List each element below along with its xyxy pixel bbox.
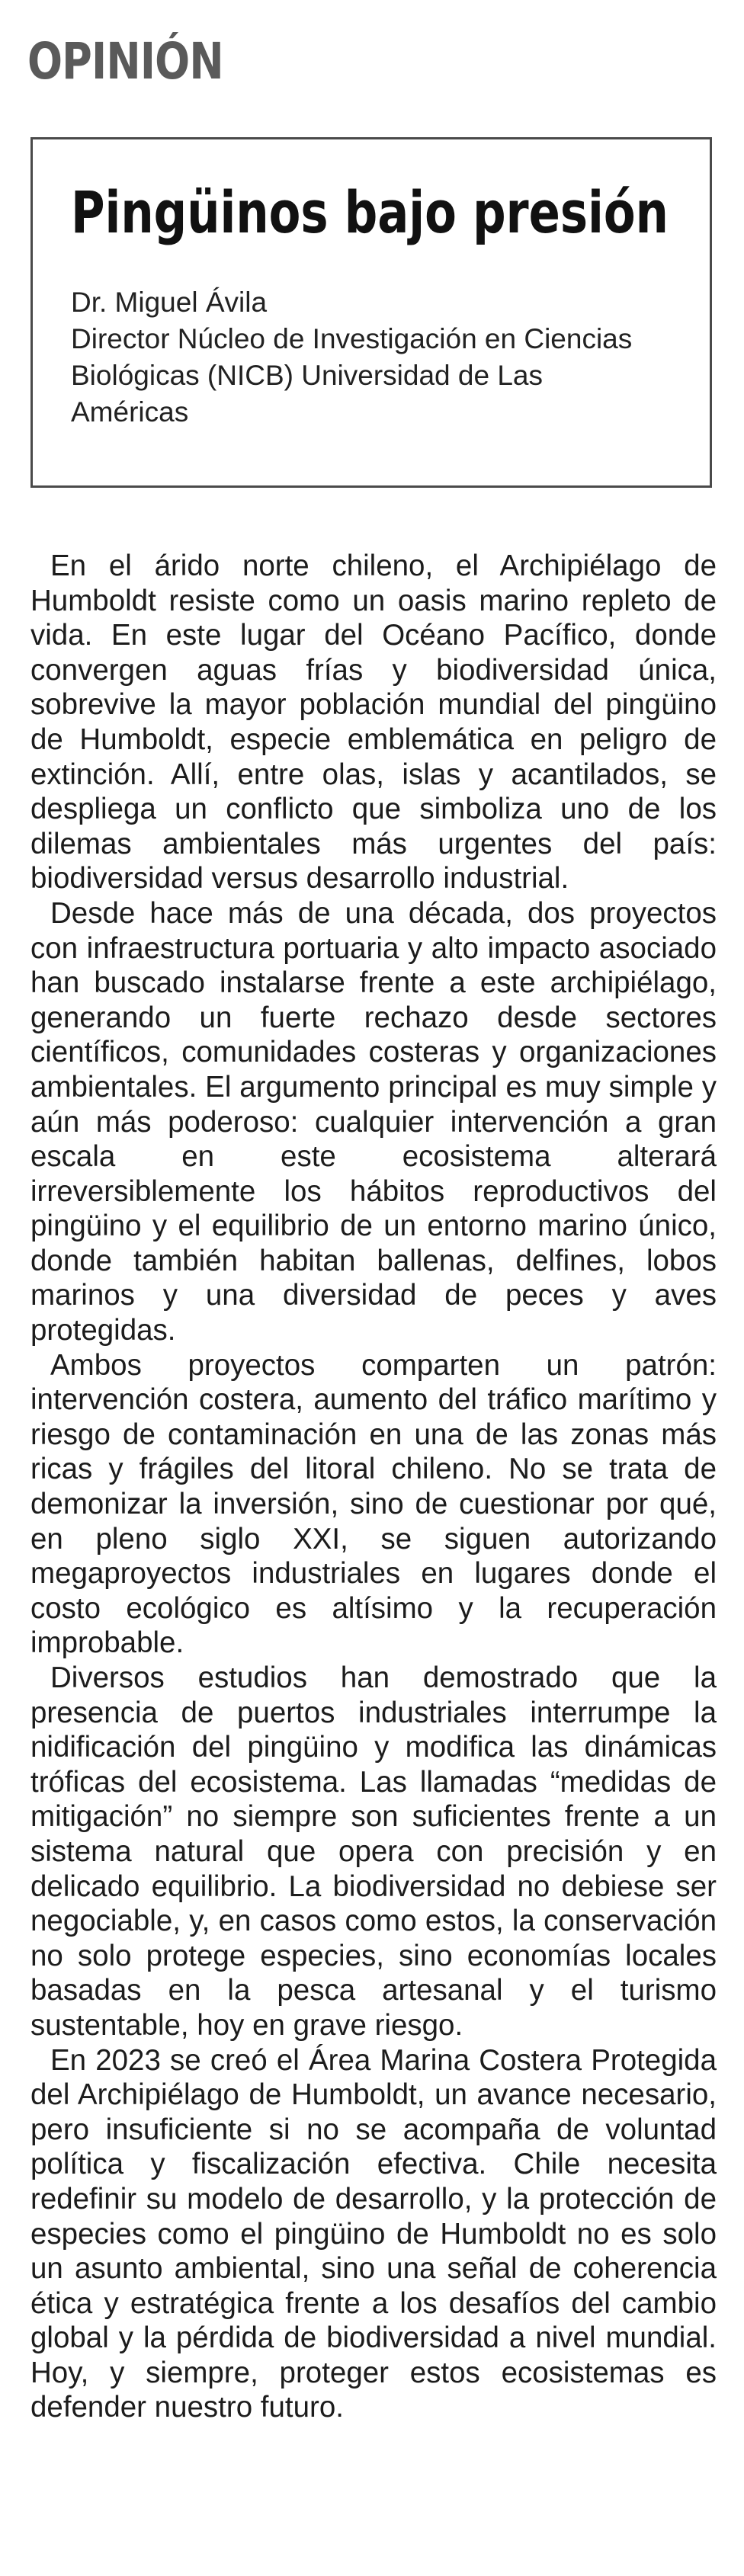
section-label: OPINIÓN — [27, 32, 223, 91]
paragraph: En el árido norte chileno, el Archipiélago de Humboldt resiste como un oasis marino repleto de vida. En este lugar del Océano Pacífico, donde convergen aguas frías y biodiversidad única, sobrevive la mayor población mundial del pingüino de Humboldt, especie emblemática en peligro de extinción. Allí, entre olas, islas y acantilados, se despliega un conflicto que simboliza uno de los dilemas ambientales más urgentes del país: biodiversidad versus desarrollo industrial. — [30, 549, 717, 896]
paragraph: En 2023 se creó el Área Marina Costera Protegida del Archipiélago de Humboldt, un avance necesario, pero insuficiente si no se acompaña de voluntad política y fiscalización efectiva. Chile necesita redefinir su modelo de desarrollo, y la protección de especies como el pingüino de Humboldt no es solo un asunto ambiental, sino una señal de coherencia ética y estratégica frente a los desafíos del cambio global y la pérdida de biodiversidad a nivel mundial. Hoy, y siempre, proteger estos ecosistemas es defender nuestro futuro. — [30, 2043, 717, 2424]
paragraph: Ambos proyectos comparten un patrón: intervención costera, aumento del tráfico marítimo y riesgo de contaminación en una de las zonas más ricas y frágiles del litoral chileno. No se trata de demonizar la inversión, sino de cuestionar por qué, en pleno siglo XXI, se siguen autorizando megaproyectos industriales en lugares donde el costo ecológico es altísimo y la recuperación improbable. — [30, 1348, 717, 1660]
article-title: Pingüinos bajo presión — [71, 178, 669, 246]
paragraph: Desde hace más de una década, dos proyectos con infraestructura portuaria y alto impacto asociado han buscado instalarse frente a este archipiélago, generando un fuerte rechazo desde sectores científicos, comunidades costeras y organizaciones ambientales. El argumento principal es muy simple y aún más poderoso: cualquier intervención a gran escala en este ecosistema alterará irreversiblemente los hábitos reproductivos del pingüino y el equilibrio de un entorno marino único, donde también habitan ballenas, delfines, lobos marinos y una diversidad de peces y aves protegidas. — [30, 896, 717, 1347]
paragraph: Diversos estudios han demostrado que la presencia de puertos industriales interrumpe la nidificación del pingüino y modifica las dinámicas tróficas del ecosistema. Las llamadas “medidas de mitigación” no siempre son suficientes frente a un sistema natural que opera con precisión y en delicado equilibrio. La biodiversidad no debiese ser negociable, y, en casos como estos, la conservación no solo protege especies, sino economías locales basadas en la pesca artesanal y el turismo sustentable, hoy en grave riesgo. — [30, 1661, 717, 2042]
article-body — [30, 549, 717, 2425]
author-byline: Dr. Miguel Ávila Director Núcleo de Investigación en Ciencias Biológicas (NICB) Universidad de Las Américas — [71, 287, 633, 428]
headline-box — [30, 137, 712, 488]
